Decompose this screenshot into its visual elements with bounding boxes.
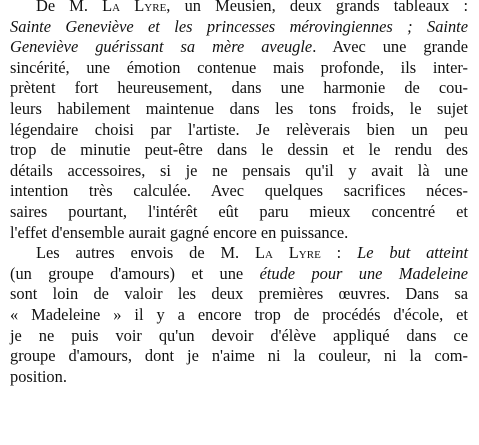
paragraph-2-line-6: groupe d'amours, dont je n'aime ni la couleur, ni la com- — [10, 346, 468, 366]
paragraph-1-line-8: trop de minutie peut-être dans le dessin et le rendu des — [10, 140, 468, 160]
text-run: , un Meusien, deux grands tableaux : — [166, 0, 469, 15]
paragraph-1-line-12: l'effet d'ensemble aurait gagné encore en puissance. — [10, 222, 349, 242]
paragraph-2-line-4: « Madeleine » il y a encore trop de procédés d'école, et — [10, 304, 468, 324]
paragraph-1-line-5: prètent fort heureusement, dans une harmonie de cou- — [10, 78, 468, 98]
artwork-title: étude pour une Madeleine — [259, 263, 468, 283]
text-run: . Avec une grande — [312, 37, 468, 57]
paragraph-1-line-7: légendaire choisi par l'artiste. Je relèverais bien un peu — [10, 119, 468, 139]
paragraph-1-line-6: leurs habilement maintenue dans les tons froids, le sujet — [10, 98, 468, 118]
text-run: (un groupe d'amours) et une — [10, 263, 260, 283]
text-run: De M. — [36, 0, 103, 15]
artwork-title: Geneviève guérissant sa mère aveugle — [10, 37, 313, 57]
text-run: Les autres envois de M. — [36, 243, 255, 263]
artwork-title: Le but atteint — [357, 243, 468, 263]
paragraph-1-line-11: saires pourtant, l'intérêt eût paru mieux concentré et — [10, 201, 468, 221]
artwork-titles: Sainte Geneviève et les princesses mérovingiennes ; Sainte — [10, 16, 468, 36]
text-run: : — [320, 243, 358, 263]
artist-name: La Lyre — [254, 243, 321, 263]
paragraph-1-line-4: sincérité, une émotion contenue mais profonde, ils inter- — [10, 57, 468, 77]
paragraph-2-line-3: sont loin de valoir les deux premières œuvres. Dans sa — [10, 284, 468, 304]
paragraph-2-line-5: je ne puis voir qu'un devoir d'élève appliqué dans ce — [10, 325, 468, 345]
paragraph-1-line-9: détails accessoires, si je ne pensais qu'il y avait là une — [10, 160, 468, 180]
body-text — [10, 0, 468, 389]
paragraph-1-line-10: intention très calculée. Avec quelques sacrifices néces- — [10, 181, 468, 201]
paragraph-2-line-7: position. — [10, 366, 67, 386]
artist-name: La Lyre — [102, 0, 167, 15]
